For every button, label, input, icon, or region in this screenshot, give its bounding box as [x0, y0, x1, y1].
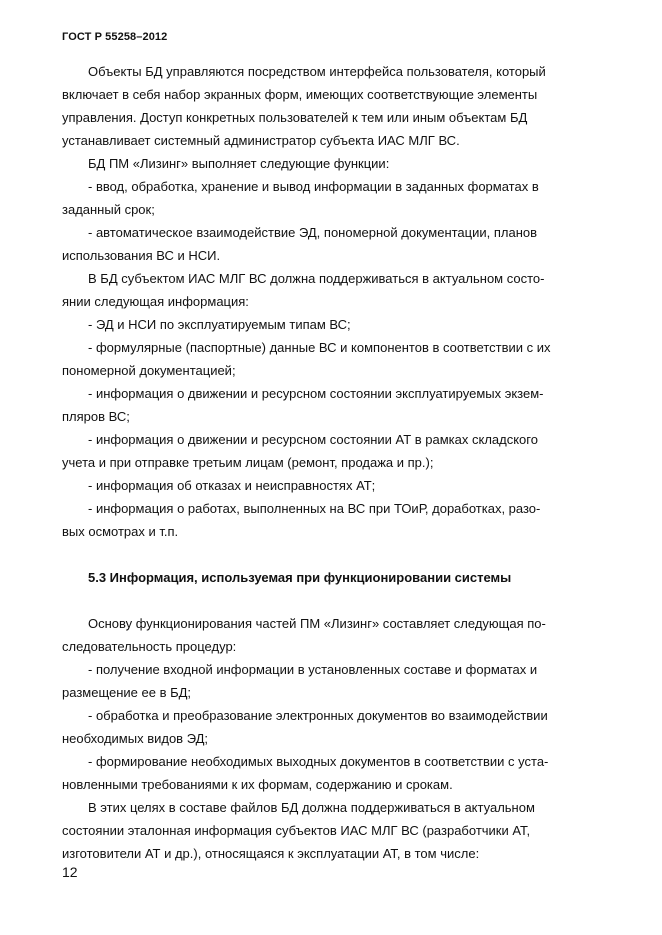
- section-heading: 5.3 Информация, используемая при функционировании системы: [88, 570, 512, 585]
- text-line: - формулярные (паспортные) данные ВС и компонентов в соответствии с их: [88, 340, 551, 355]
- text-line: заданный срок;: [62, 202, 155, 217]
- text-line: необходимых видов ЭД;: [62, 731, 209, 746]
- text-line: следовательность процедур:: [62, 639, 237, 654]
- text-line: - ЭД и НСИ по эксплуатируемым типам ВС;: [88, 317, 351, 332]
- text-line: БД ПМ «Лизинг» выполняет следующие функции:: [88, 156, 390, 171]
- text-line: - информация об отказах и неисправностях АТ;: [88, 478, 376, 493]
- text-line: - информация о движении и ресурсном состоянии АТ в рамках складского: [88, 432, 538, 447]
- text-line: - получение входной информации в установленных составе и форматах и: [88, 662, 538, 677]
- text-line: включает в себя набор экранных форм, имеющих соответствующие элементы: [62, 87, 538, 102]
- text-line: устанавливает системный администратор субъекта ИАС МЛГ ВС.: [62, 133, 460, 148]
- text-line: - обработка и преобразование электронных документов во взаимодействии: [88, 708, 548, 723]
- document-code-header: ГОСТ Р 55258–2012: [62, 31, 168, 43]
- text-line: управления. Доступ конкретных пользователей к тем или иным объектам БД: [62, 110, 528, 125]
- text-line: - информация о движении и ресурсном состоянии эксплуатируемых экзем-: [88, 386, 544, 401]
- text-line: учета и при отправке третьим лицам (ремонт, продажа и пр.);: [62, 455, 434, 470]
- text-line: пляров ВС;: [62, 409, 130, 424]
- text-line: - автоматическое взаимодействие ЭД, пономерной документации, планов: [88, 225, 538, 240]
- text-line: - формирование необходимых выходных документов в соответствии с уста-: [88, 754, 549, 769]
- text-line: использования ВС и НСИ.: [62, 248, 221, 263]
- text-line: новленными требованиями к их формам, содержанию и срокам.: [62, 777, 453, 792]
- text-line: В БД субъектом ИАС МЛГ ВС должна поддерживаться в актуальном состо-: [88, 271, 545, 286]
- text-line: пономерной документацией;: [62, 363, 236, 378]
- text-line: состоянии эталонная информация субъектов ИАС МЛГ ВС (разработчики АТ,: [62, 823, 531, 838]
- text-line: изготовители АТ и др.), относящаяся к эксплуатации АТ, в том числе:: [62, 846, 480, 861]
- text-line: Основу функционирования частей ПМ «Лизинг» составляет следующая по-: [88, 616, 546, 631]
- page-number: 12: [62, 864, 78, 880]
- text-line: Объекты БД управляются посредством интерфейса пользователя, который: [88, 64, 546, 79]
- text-line: - ввод, обработка, хранение и вывод информации в заданных форматах в: [88, 179, 539, 194]
- text-line: размещение ее в БД;: [62, 685, 192, 700]
- text-line: В этих целях в составе файлов БД должна поддерживаться в актуальном: [88, 800, 535, 815]
- text-line: янии следующая информация:: [62, 294, 249, 309]
- text-line: вых осмотрах и т.п.: [62, 524, 179, 539]
- text-line: - информация о работах, выполненных на ВС при ТОиР, доработках, разо-: [88, 501, 541, 516]
